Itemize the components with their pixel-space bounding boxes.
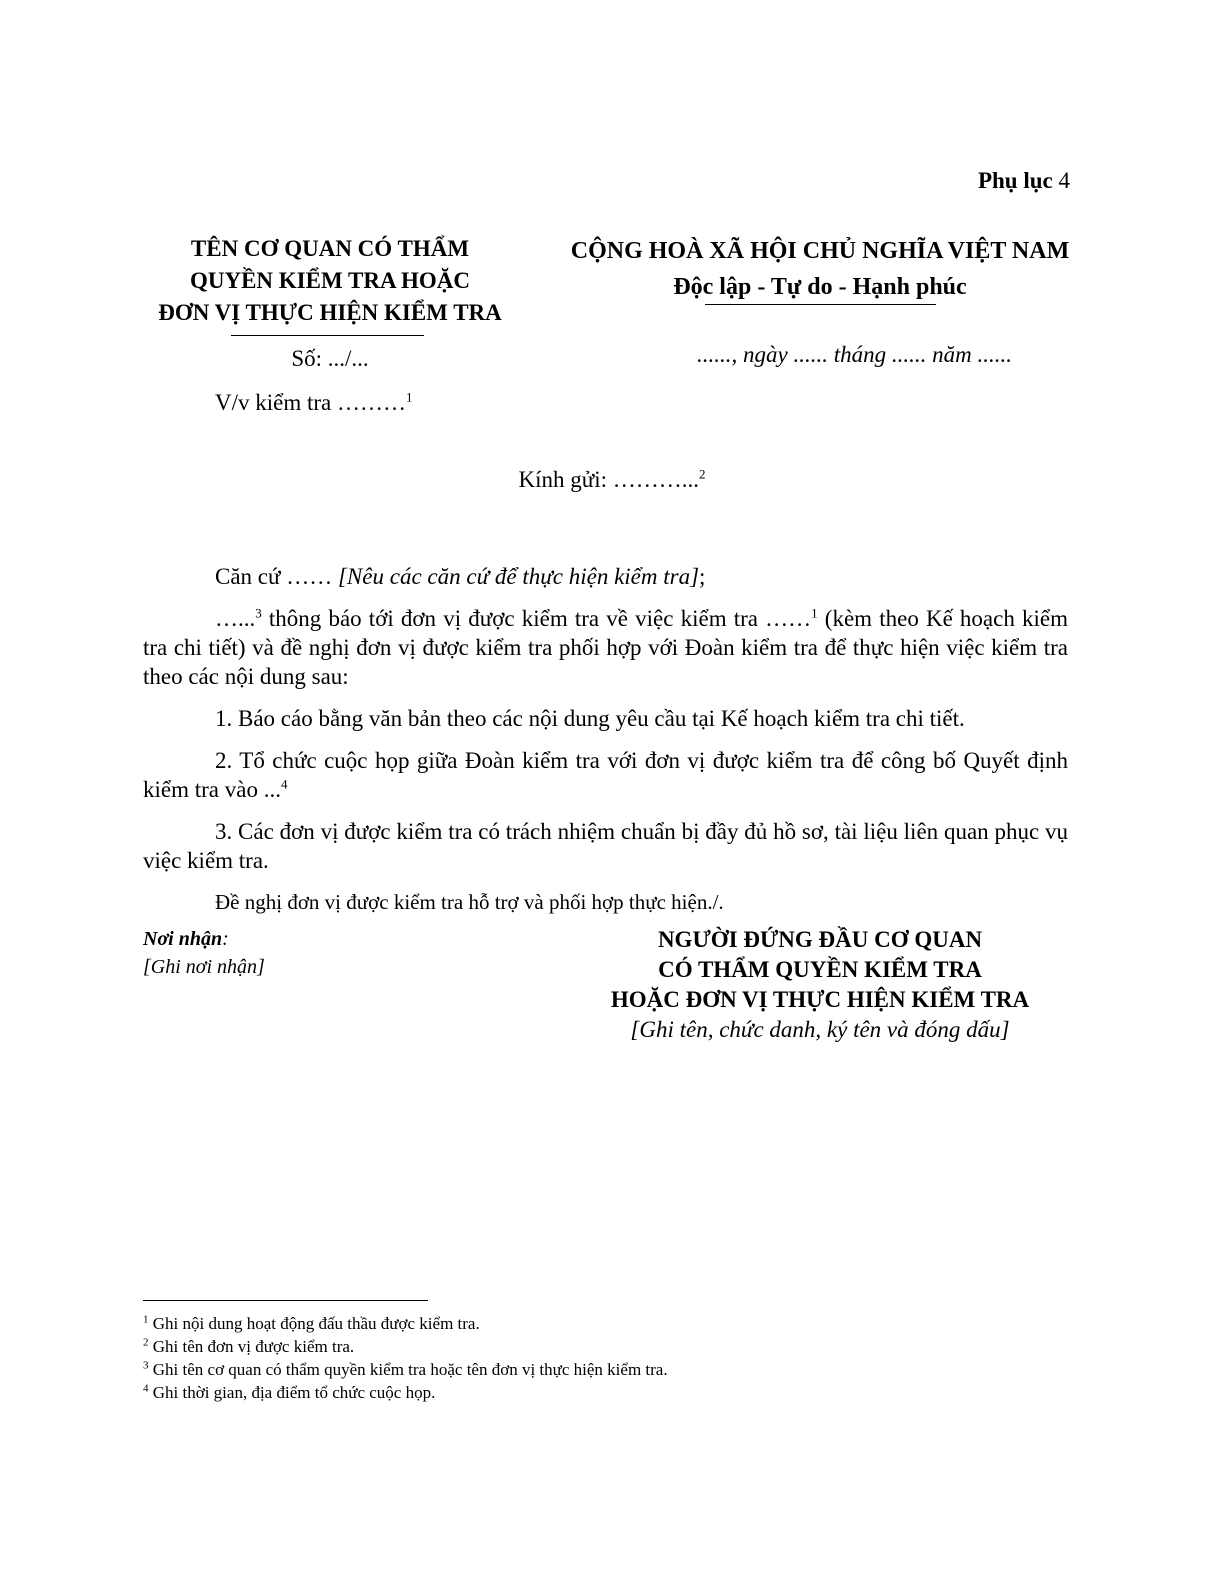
recipients-value: [Ghi nơi nhận] — [143, 956, 265, 978]
basis-paragraph — [143, 562, 1068, 591]
footnote-num: 3 — [143, 1359, 149, 1372]
footnote-ref-4: 4 — [280, 776, 288, 792]
recipients-colon: : — [222, 928, 229, 950]
salutation — [0, 467, 1224, 493]
footnote-num: 4 — [143, 1382, 149, 1395]
org-line-3: ĐƠN VỊ THỰC HIỆN KIỂM TRA — [158, 300, 502, 325]
signer-line-2: CÓ THẨM QUYỀN KIỂM TRA — [658, 957, 982, 982]
notice-rest: (kèm theo Kế hoạch kiểm tra chi tiết) và đề nghị đơn vị được kiểm tra phối hợp với Đoàn kiểm tra để thực hiện việc kiểm tra theo các nội dung sau: — [143, 606, 1068, 689]
signer-line-1: NGƯỜI ĐỨNG ĐẦU CƠ QUAN — [657, 927, 983, 952]
issuing-organization — [128, 233, 532, 329]
footnote-item — [143, 1335, 668, 1358]
appendix-word: Phụ lục — [977, 168, 1053, 193]
footnote-num: 1 — [143, 1313, 149, 1326]
basis-lead: Căn cứ …… — [215, 564, 338, 589]
signer-note: [Ghi tên, chức danh, ký tên và đóng dấu] — [630, 1017, 1010, 1042]
footnote-text: Ghi tên đơn vị được kiểm tra. — [152, 1337, 355, 1356]
content-item-1: 1. Báo cáo bằng văn bản theo các nội dung yêu cầu tại Kế hoạch kiểm tra chi tiết. — [215, 706, 965, 731]
notice-lead: …... — [215, 606, 256, 631]
footnote-item — [143, 1358, 668, 1381]
content-item-3: 3. Các đơn vị được kiểm tra có trách nhiệm chuẩn bị đầy đủ hồ sơ, tài liệu liên quan phục vụ việc kiểm tra. — [143, 819, 1068, 873]
appendix-label — [978, 168, 1070, 194]
document-subject — [215, 390, 413, 416]
org-line-1: TÊN CƠ QUAN CÓ THẨM — [190, 236, 470, 261]
basis-end: ; — [699, 564, 706, 589]
footnote-ref-1: 1 — [406, 389, 413, 405]
closing-line: Đề nghị đơn vị được kiểm tra hỗ trợ và phối hợp thực hiện./. — [215, 890, 724, 914]
item-2-text: 2. Tổ chức cuộc họp giữa Đoàn kiểm tra với đơn vị được kiểm tra để công bố Quyết định kiểm tra vào ... — [143, 748, 1068, 802]
footnote-item — [143, 1381, 668, 1404]
letter-body — [143, 562, 1068, 930]
basis-placeholder: [Nêu các căn cứ để thực hiện kiểm tra] — [337, 564, 700, 589]
notice-paragraph — [143, 604, 1068, 691]
content-item-2 — [143, 746, 1068, 804]
subject-text: V/v kiểm tra ……… — [215, 390, 406, 415]
org-underline — [231, 335, 424, 336]
footnote-text: Ghi tên cơ quan có thẩm quyền kiểm tra hoặc tên đơn vị thực hiện kiểm tra. — [152, 1360, 668, 1379]
footnote-num: 2 — [143, 1336, 149, 1349]
salutation-text: Kính gửi: ………... — [518, 467, 699, 492]
footnote-separator — [143, 1300, 428, 1301]
footnote-item — [143, 1312, 668, 1335]
footnotes — [143, 1312, 668, 1404]
motto-underline — [705, 304, 936, 305]
motto: Độc lập - Tự do - Hạnh phúc — [673, 274, 967, 300]
footnote-text: Ghi nội dung hoạt động đấu thầu được kiểm tra. — [152, 1314, 480, 1333]
footnote-ref-1b: 1 — [811, 605, 818, 621]
org-line-2: QUYỀN KIỂM TRA HOẶC — [189, 268, 471, 293]
nation-title: CỘNG HOÀ XÃ HỘI CHỦ NGHĨA VIỆT NAM — [570, 238, 1070, 264]
signature-block — [545, 925, 1095, 1045]
recipients-label: Nơi nhận — [143, 928, 223, 950]
date-line: ......, ngày ...... tháng ...... năm ...... — [697, 342, 1012, 367]
document-number: Số: .../... — [291, 346, 369, 371]
footnote-ref-2: 2 — [699, 466, 706, 482]
appendix-number: 4 — [1058, 168, 1070, 193]
recipients-block — [143, 925, 265, 981]
signer-line-3: HOẶC ĐƠN VỊ THỰC HIỆN KIỂM TRA — [610, 987, 1030, 1012]
notice-mid: thông báo tới đơn vị được kiểm tra về việc kiểm tra …… — [261, 606, 812, 631]
national-heading — [545, 233, 1095, 305]
footnote-text: Ghi thời gian, địa điểm tổ chức cuộc họp. — [152, 1383, 436, 1402]
footnote-ref-3: 3 — [255, 605, 262, 621]
